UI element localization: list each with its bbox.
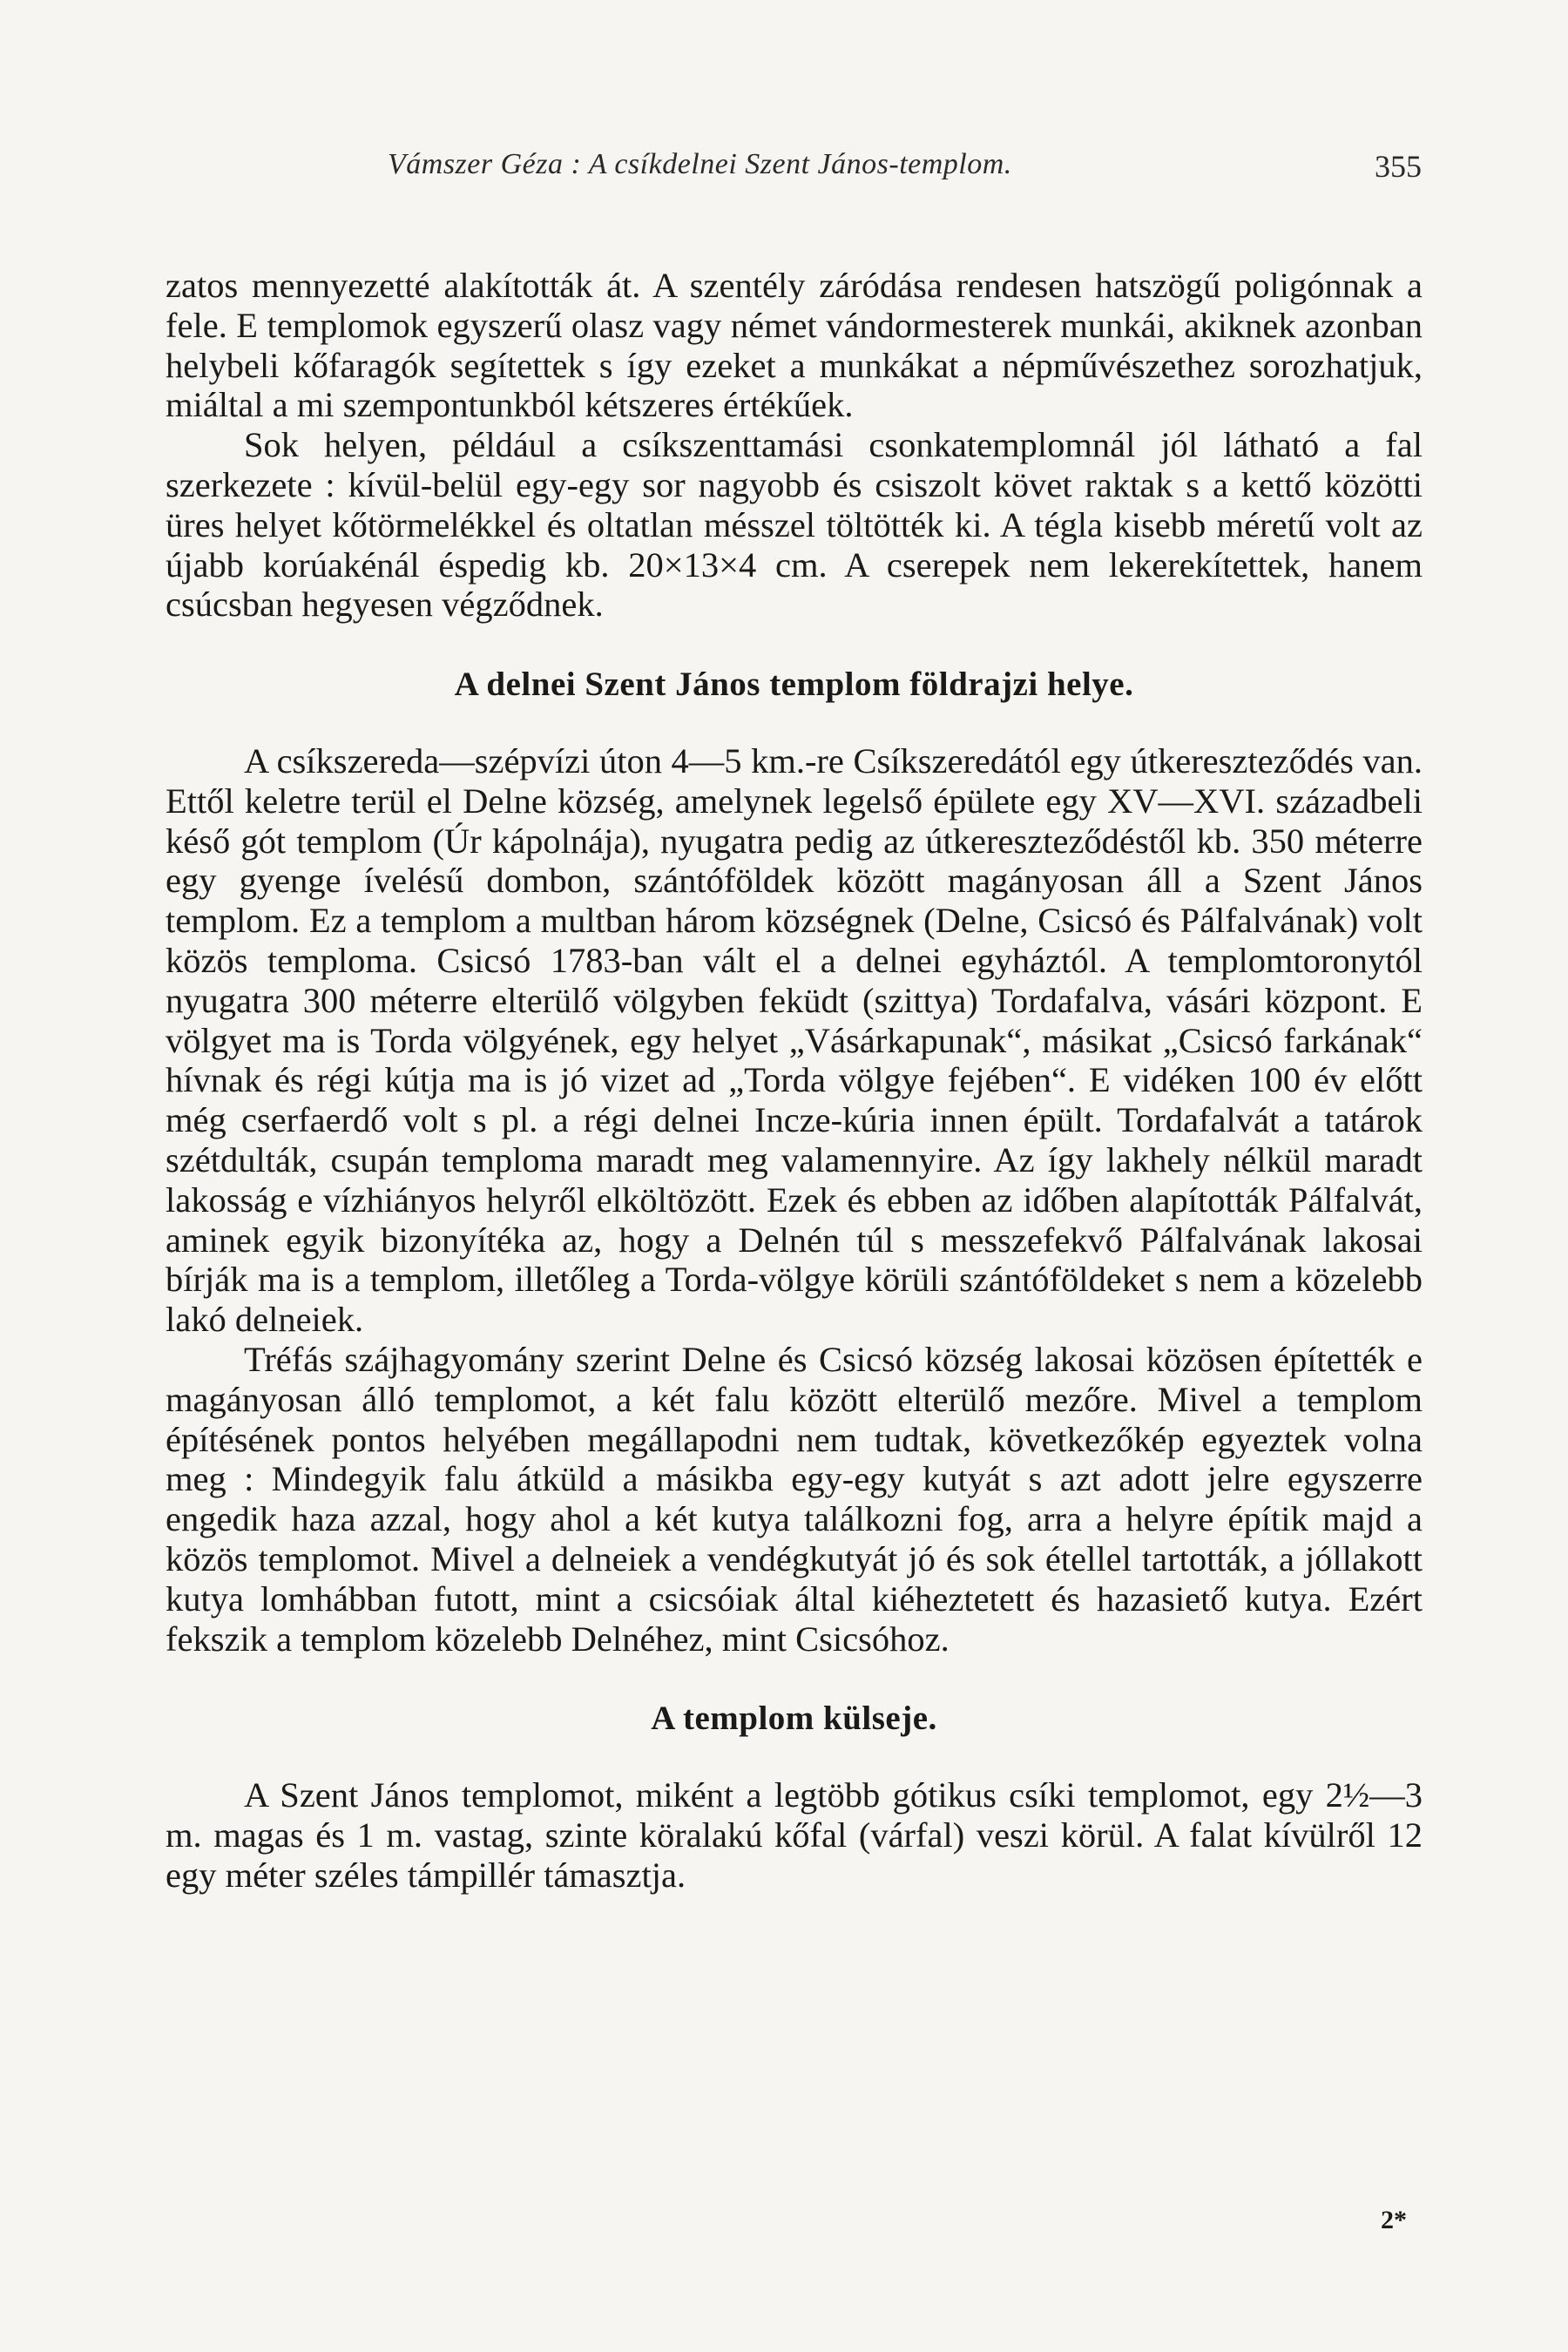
paragraph-wall-structure: Sok helyen, például a csíkszenttamási csonkatemplomnál jól látható a fal szerkezete : kívül-belül egy-egy sor nagyobb és csiszolt követ raktak s a kettő közötti üres helyet kőtörmelékkel és oltatlan mésszel töltötték ki. A tégla kisebb méretű volt az újabb korúakénál éspedig kb. 20×13×4 cm. A cserepek nem lekerekítettek, hanem csúcsban hegyesen végződnek. (166, 425, 1423, 625)
running-title: Vámszer Géza : A csíkdelnei Szent János-templom. (388, 148, 1012, 180)
section-heading-location: A delnei Szent János templom földrajzi helye. (454, 666, 1134, 704)
body-text (166, 266, 1423, 1895)
page-number: 355 (1375, 149, 1422, 184)
running-head (157, 148, 1422, 200)
paragraph-exterior: A Szent János templomot, miként a legtöbb gótikus csíki templomot, egy 2½—3 m. magas és 1 m. vastag, szinte köralakú kőfal (várfal) veszi körül. A falat kívülről 12 egy méter széles támpillér támasztja. (166, 1775, 1423, 1895)
signature-mark: 2* (1381, 2206, 1407, 2234)
paragraph-legend: Tréfás szájhagyomány szerint Delne és Csicsó község lakosai közösen építették e magányosan álló templomot, a két falu között elterülő mezőre. Mivel a templom építésének pontos helyében megállapodni nem tudtak, következőkép egyeztek volna meg : Mindegyik falu átküld a másikba egy-egy kutyát s azt adott jelre egyszerre engedik haza azzal, hogy ahol a két kutya találkozni fog, arra a helyre építik majd a közös templomot. Mivel a delneiek a vendégkutyát jó és sok étellel tartották, a jóllakott kutya lomhábban futott, mint a csicsóiak által kiéheztetett és hazasiető kutya. Ezért fekszik a templom közelebb Delnéhez, mint Csicsóhoz. (166, 1339, 1423, 1659)
paragraph-continued: zatos mennyezetté alakították át. A szentély záródása rendesen hatszögű poligónnak a fele. E templomok egyszerű olasz vagy német vándormesterek munkái, akiknek azonban helybeli kőfaragók segítettek s így ezeket a munkákat a népművészethez sorozhatjuk, miáltal a mi szempontunkból kétszeres értékűek. (166, 266, 1423, 425)
paragraph-location: A csíkszereda—szépvízi úton 4—5 km.-re Csíkszeredától egy útkereszteződés van. Ettől keletre terül el Delne község, amelynek legelső épülete egy XV—XVI. századbeli késő gót templom (Úr kápolnája), nyugatra pedig az útkereszteződéstől kb. 350 méterre egy gyenge ívelésű dombon, szántóföldek között magányosan áll a Szent János templom. Ez a templom a multban három községnek (Delne, Csicsó és Pálfalvának) volt közös temploma. Csicsó 1783-ban vált el a delnei egyháztól. A templomtoronytól nyugatra 300 méterre elterülő völgyben feküdt (szittya) Tordafalva, vásári központ. E völgyet ma is Torda völgyének, egy helyet „Vásárkapunak“, másikat „Csicsó farkának“ hívnak és régi kútja ma is jó vizet ad „Torda völgye fejében“. E vidéken 100 év előtt még cserfaerdő volt s pl. a régi delnei Incze-kúria innen épült. Tordafalvát a tatárok szétdulták, csupán temploma maradt meg valamennyire. Az így lakhely nélkül maradt lakosság e vízhiányos helyről elköltözött. Ezek és ebben az időben alapították Pálfalvát, aminek egyik bizonyítéka az, hogy a Delnén túl s messzefekvő Pálfalvának lakosai bírják ma is a templom, illetőleg a Torda-völgye körüli szántóföldeket s nem a közelebb lakó delneiek. (166, 740, 1423, 1340)
section-heading-exterior: A templom külseje. (651, 1700, 937, 1738)
